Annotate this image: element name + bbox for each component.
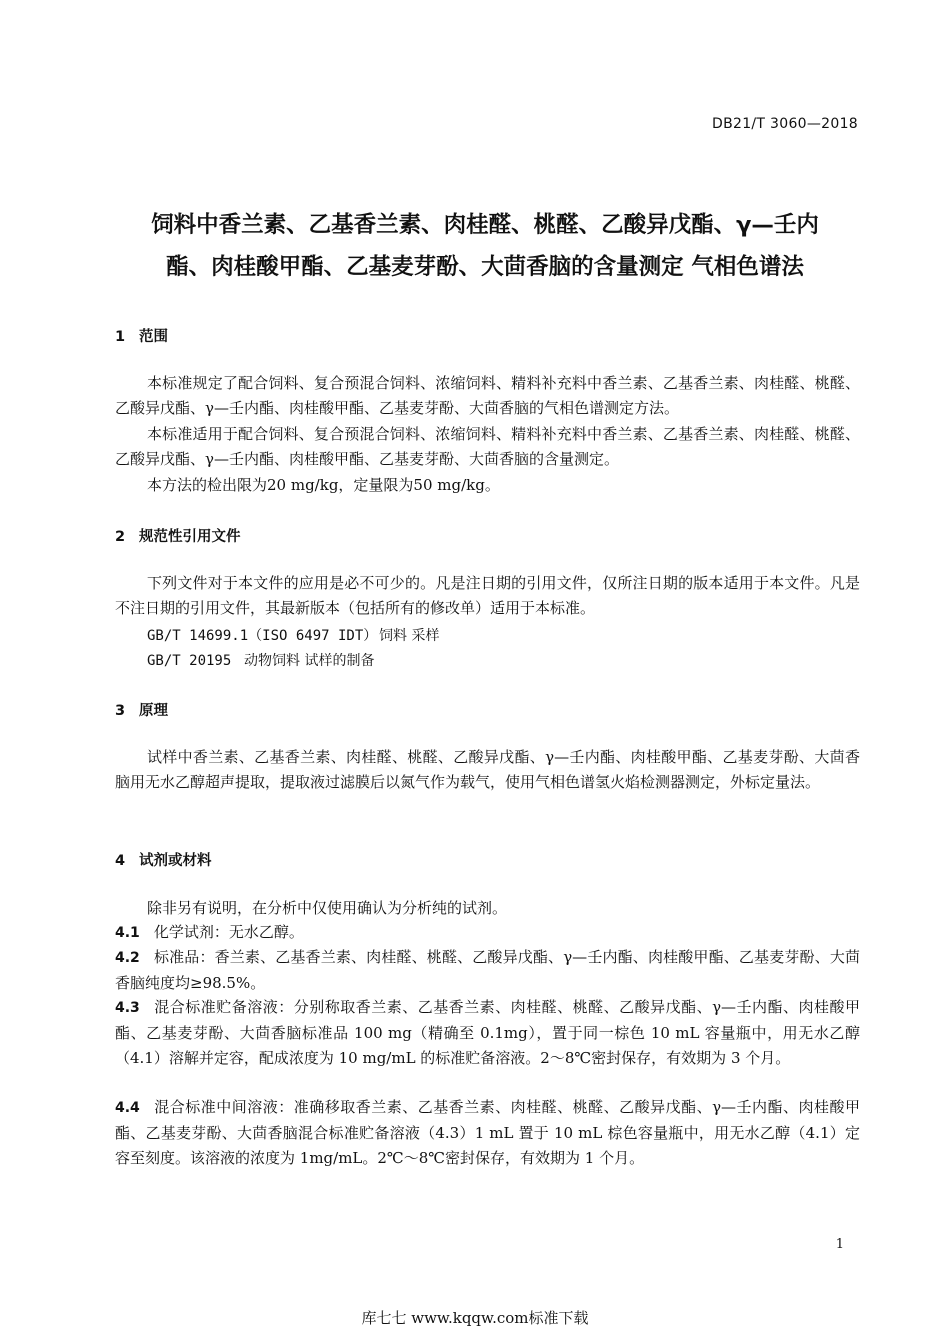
section-number: 3 xyxy=(115,703,126,719)
item-text: 标准品：香兰素、乙基香兰素、肉桂醛、桃醛、乙酸异戊酯、γ—壬内酯、肉桂酸甲酯、乙基麦芽酚、大茴香脑纯度均≥98.5%。 xyxy=(115,948,860,992)
section-heading-scope xyxy=(115,325,168,346)
scope-paragraph-3: 本方法的检出限为20 mg/kg，定量限为50 mg/kg。 xyxy=(147,476,500,494)
reagent-item-4-3 xyxy=(115,995,860,1071)
item-number: 4.1 xyxy=(115,925,140,941)
section-heading-references xyxy=(115,525,241,546)
reagent-item-4-1 xyxy=(115,920,860,946)
principle-paragraph: 试样中香兰素、乙基香兰素、肉桂醛、桃醛、乙酸异戊酯、γ—壬内酯、肉桂酸甲酯、乙基麦芽酚、大茴香脑用无水乙醇超声提取，提取液过滤膜后以氮气作为载气，使用气相色谱氢火焰检测器测定，外标定量法。 xyxy=(115,748,860,791)
reagent-item-4-2 xyxy=(115,945,860,996)
section-number: 4 xyxy=(115,853,126,869)
item-number: 4.4 xyxy=(115,1100,140,1116)
reference-item xyxy=(147,625,439,645)
item-number: 4.2 xyxy=(115,950,140,966)
item-number: 4.3 xyxy=(115,1000,140,1016)
standard-number: DB21/T 3060—2018 xyxy=(712,116,858,132)
page-number: 1 xyxy=(835,1237,844,1252)
title-line-2: 酯、肉桂酸甲酯、乙基麦芽酚、大茴香脑的含量测定 气相色谱法 xyxy=(166,254,804,280)
references-intro: 下列文件对于本文件的应用是必不可少的。凡是注日期的引用文件，仅所注日期的版本适用于本文件。凡是不注日期的引用文件，其最新版本（包括所有的修改单）适用于本标准。 xyxy=(115,574,860,617)
reference-item xyxy=(147,650,374,670)
reference-name: 动物饲料 试样的制备 xyxy=(244,653,375,669)
document-title xyxy=(100,204,870,288)
title-line-1: 饲料中香兰素、乙基香兰素、肉桂醛、桃醛、乙酸异戊酯、γ—壬内 xyxy=(151,212,819,238)
scope-paragraph-2: 本标准适用于配合饲料、复合预混合饲料、浓缩饲料、精料补充料中香兰素、乙基香兰素、肉桂醛、桃醛、乙酸异戊酯、γ—壬内酯、肉桂酸甲酯、乙基麦芽酚、大茴香脑的含量测定。 xyxy=(115,425,860,468)
scope-paragraph-1: 本标准规定了配合饲料、复合预混合饲料、浓缩饲料、精料补充料中香兰素、乙基香兰素、肉桂醛、桃醛、乙酸异戊酯、γ—壬内酯、肉桂酸甲酯、乙基麦芽酚、大茴香脑的气相色谱测定方法。 xyxy=(115,374,860,417)
reagents-intro: 除非另有说明，在分析中仅使用确认为分析纯的试剂。 xyxy=(147,899,508,917)
reference-name: 饲料 采样 xyxy=(379,628,440,644)
item-text: 混合标准中间溶液：准确移取香兰素、乙基香兰素、肉桂醛、桃醛、乙酸异戊酯、γ—壬内酯、肉桂酸甲酯、乙基麦芽酚、大茴香脑混合标准贮备溶液（4.3）1 mL 置于 10 mL 棕色容量瓶中，用无水乙醇（4.1）定容至刻度。该溶液的浓度为 1mg/mL。2℃～8℃密封保存，有效期为 1 个月。 xyxy=(115,1098,860,1167)
section-number: 2 xyxy=(115,529,126,545)
section-title: 原理 xyxy=(139,703,168,719)
reagent-item-4-4 xyxy=(115,1095,860,1171)
item-text: 混合标准贮备溶液：分别称取香兰素、乙基香兰素、肉桂醛、桃醛、乙酸异戊酯、γ—壬内酯、肉桂酸甲酯、乙基麦芽酚、大茴香脑标准品 100 mg（精确至 0.1mg），置于同一棕色 10 mL 容量瓶中，用无水乙醇（4.1）溶解并定容，配成浓度为 10 mg/mL 的标准贮备溶液。2～8℃密封保存，有效期为 3 个月。 xyxy=(115,998,860,1067)
section-heading-principle xyxy=(115,699,168,720)
reference-code: GB/T 14699.1（ISO 6497 IDT） xyxy=(147,628,378,644)
footer-watermark: 库七七 www.kqqw.com标准下载 xyxy=(361,1309,589,1327)
section-title: 试剂或材料 xyxy=(139,853,212,869)
section-number: 1 xyxy=(115,329,126,345)
section-title: 规范性引用文件 xyxy=(139,529,241,545)
section-heading-reagents xyxy=(115,849,212,870)
item-text: 化学试剂：无水乙醇。 xyxy=(153,923,304,941)
reference-code: GB/T 20195 xyxy=(147,653,232,669)
section-title: 范围 xyxy=(139,329,168,345)
